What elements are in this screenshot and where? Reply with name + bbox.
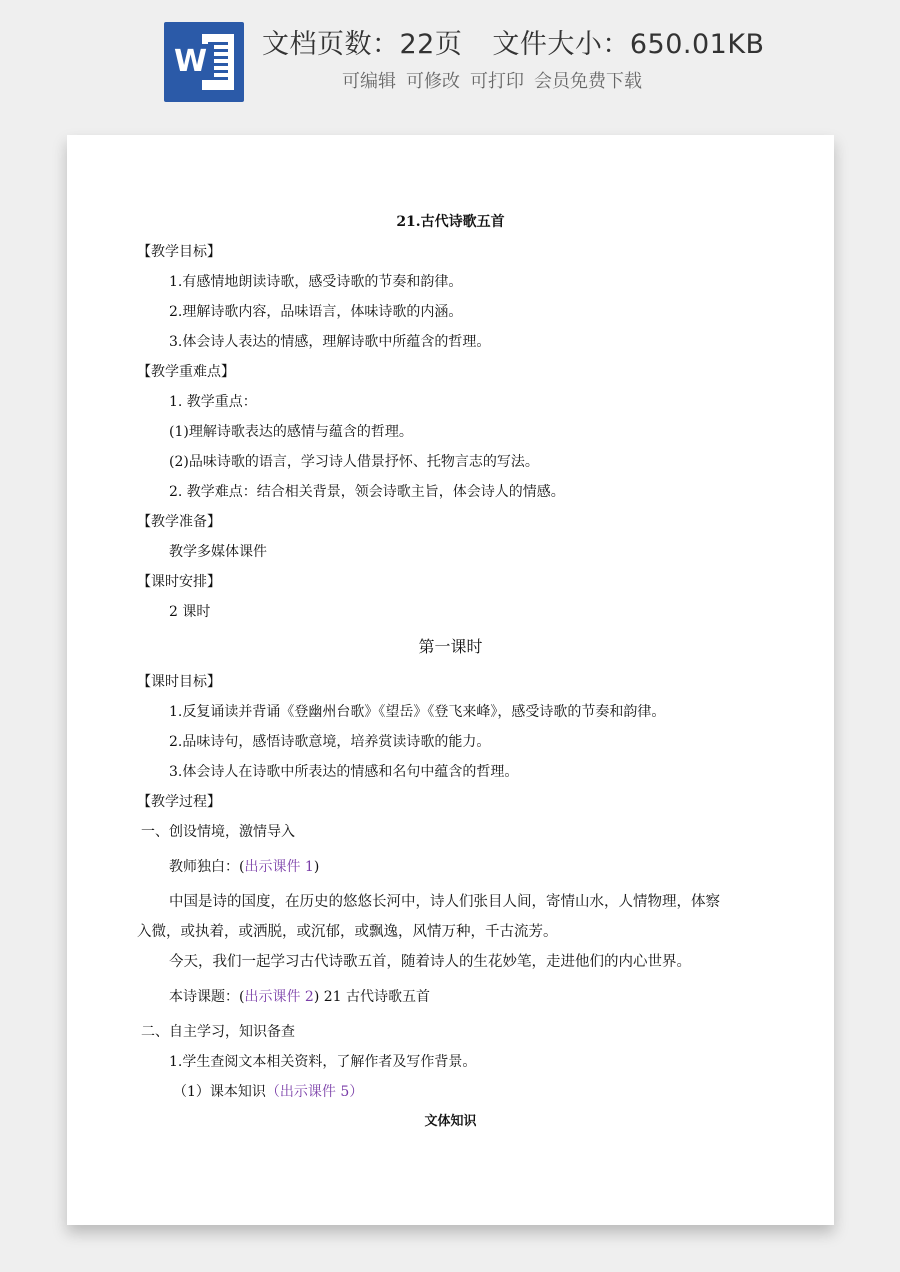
self-study-1: 1.学生查阅文本相关资料，了解作者及写作背景。: [169, 1054, 477, 1070]
section-schedule: 【课时安排】: [137, 574, 221, 590]
feature-member-download: 会员免费下载: [534, 71, 642, 92]
section-preparation: 【教学准备】: [137, 514, 221, 530]
goal-3: 3.体会诗人表达的情感，理解诗歌中所蕴含的哲理。: [169, 334, 491, 350]
section-lesson-goals: 【课时目标】: [137, 674, 221, 690]
genre-knowledge-heading: 文体知识: [424, 1114, 477, 1129]
document-page: [67, 135, 834, 1225]
section-process: 【教学过程】: [137, 794, 221, 810]
courseware-ref-5: （出示课件 5）: [265, 1084, 364, 1100]
doc-title: 21.古代诗歌五首: [396, 214, 505, 230]
lesson-goal-2: 2.品味诗句，感悟诗歌意境，培养赏读诗歌的能力。: [169, 734, 491, 750]
intro-paragraph-line-1: 中国是诗的国度，在历史的悠悠长河中，诗人们张目人间，寄情山水，人情物理，体察: [169, 894, 720, 910]
feature-printable: 可打印: [470, 71, 524, 92]
schedule-text: 2 课时: [169, 604, 211, 620]
key-point-1: 1. 教学重点：: [169, 394, 257, 410]
feature-editable: 可编辑: [342, 71, 396, 92]
page-count: 文档页数：22页: [262, 29, 463, 60]
file-size: 文件大小：650.01KB: [492, 29, 765, 60]
step-2-heading: 二、自主学习，知识备查: [141, 1024, 295, 1040]
goal-2: 2.理解诗歌内容，品味语言，体味诗歌的内涵。: [169, 304, 463, 320]
lesson-goal-1: 1.反复诵读并背诵《登幽州台歌》《望岳》《登飞来峰》，感受诗歌的节奏和韵律。: [169, 704, 666, 720]
step-1-heading: 一、创设情境，激情导入: [141, 824, 295, 840]
preparation-text: 教学多媒体课件: [169, 544, 267, 560]
lesson-goal-3: 3.体会诗人在诗歌中所表达的情感和名句中蕴含的哲理。: [169, 764, 519, 780]
courseware-ref-1: 出示课件 1: [244, 859, 314, 875]
goal-1: 1.有感情地朗读诗歌，感受诗歌的节奏和韵律。: [169, 274, 463, 290]
intro-paragraph-2: 今天，我们一起学习古代诗歌五首，随着诗人的生花妙笔，走进他们的内心世界。: [169, 954, 691, 970]
courseware-ref-2: 出示课件 2: [244, 989, 314, 1005]
section-key-points: 【教学重难点】: [137, 364, 235, 380]
key-point-1b: (2)品味诗歌的语言，学习诗人借景抒怀、托物言志的写法。: [169, 454, 539, 470]
file-info: [262, 22, 765, 61]
key-point-2: 2. 教学难点：结合相关背景，领会诗歌主旨，体会诗人的情感。: [169, 484, 565, 500]
topic-line: 本诗课题：(出示课件 2) 21 古代诗歌五首: [169, 989, 431, 1005]
download-header: [0, 0, 900, 120]
feature-modifiable: 可修改: [406, 71, 460, 92]
teacher-monologue: 教师独白：(出示课件 1): [169, 859, 320, 875]
key-point-1a: (1)理解诗歌表达的感情与蕴含的哲理。: [169, 424, 413, 440]
feature-list: [342, 67, 652, 93]
lesson-heading: 第一课时: [418, 637, 483, 656]
intro-paragraph-line-2: 入微，或执着，或洒脱，或沉郁，或飘逸，风情万种，千古流芳。: [137, 924, 558, 940]
self-study-1a: （1）课本知识（出示课件 5）: [173, 1084, 364, 1100]
word-document-icon: W: [164, 22, 244, 102]
section-teaching-goals: 【教学目标】: [137, 244, 221, 260]
